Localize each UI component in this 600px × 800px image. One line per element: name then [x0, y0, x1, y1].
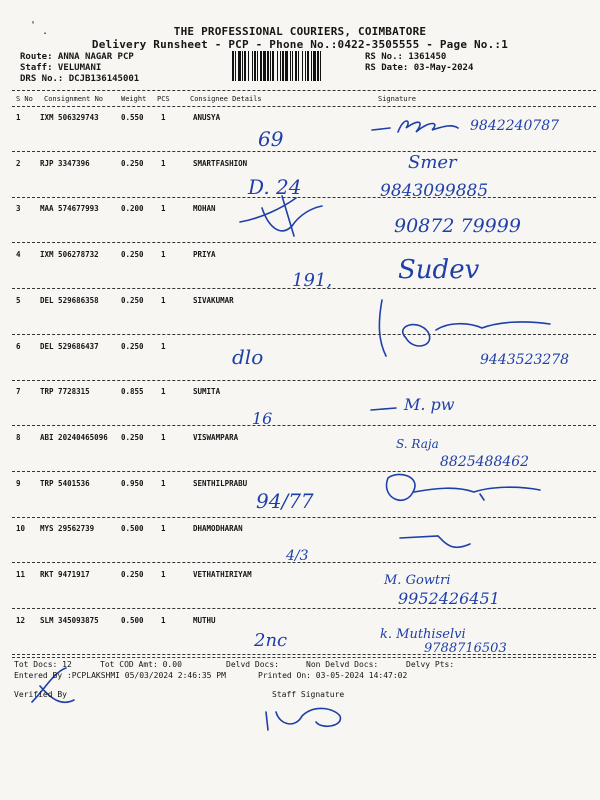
signature-stroke — [398, 121, 458, 132]
row-sno: 5 — [16, 296, 21, 305]
row-consignee: SENTHILPRABU — [193, 479, 248, 488]
row-consignee: ANUSYA — [193, 113, 221, 122]
hw-r8-phone: 8825488462 — [440, 454, 530, 470]
hw-r12-note: 2nc — [254, 630, 288, 651]
row-sno: 12 — [16, 616, 26, 625]
row-consignee: SUMITA — [193, 387, 221, 396]
divider — [12, 657, 596, 658]
row-consignee: VISWAMPARA — [193, 433, 239, 442]
hw-r12-name: k. Muthiselvi — [380, 627, 466, 642]
route-label: Route: ANNA NAGAR PCP — [20, 52, 134, 62]
signature-stroke — [379, 300, 386, 356]
row-consignment: TRP 5401536 — [40, 479, 90, 488]
paper-speck: ' — [30, 20, 37, 31]
staff-signature-label: Staff Signature — [272, 690, 345, 699]
hw-r7-note: 16 — [252, 409, 273, 428]
row-weight: 0.250 — [121, 570, 144, 579]
hw-r6-note: dlo — [232, 345, 264, 369]
row-sno: 2 — [16, 159, 21, 168]
hw-r1-phone: 9842240787 — [470, 118, 560, 134]
hw-r1-note: 69 — [258, 127, 284, 151]
signature-stroke — [403, 325, 430, 346]
row-sno: 6 — [16, 342, 21, 351]
col-consignment: Consignment No — [44, 95, 104, 103]
hw-r12-phone: 9788716503 — [424, 641, 507, 656]
row-consignee: MOHAN — [193, 204, 216, 213]
hw-r4-sig: Sudev — [398, 255, 480, 285]
row-weight: 0.250 — [121, 250, 144, 259]
company-title: THE PROFESSIONAL COURIERS, COIMBATORE — [173, 25, 427, 38]
staff-label: Staff: VELUMANI — [20, 63, 102, 73]
signature-stroke — [436, 322, 550, 330]
row-pcs: 1 — [161, 342, 166, 351]
total-cod: Tot COD Amt: 0.00 — [100, 660, 182, 669]
row-weight: 0.950 — [121, 479, 144, 488]
runsheet-subtitle: Delivery Runsheet - PCP - Phone No.:0422-3505555 - Page No.:1 — [91, 38, 509, 51]
row-sno: 4 — [16, 250, 21, 259]
row-sno: 11 — [16, 570, 26, 579]
row-consignment: SLM 345093875 — [40, 616, 99, 625]
row-sno: 1 — [16, 113, 21, 122]
delivery-points: Delvy Pts: — [406, 660, 455, 669]
row-pcs: 1 — [161, 433, 166, 442]
row-consignee: MUTHU — [193, 616, 216, 625]
row-pcs: 1 — [161, 113, 166, 122]
hw-r7-sig: M. pw — [404, 395, 455, 414]
row-weight: 0.550 — [121, 113, 144, 122]
signature-stroke — [386, 474, 540, 500]
row-weight: 0.250 — [121, 296, 144, 305]
row-pcs: 1 — [161, 250, 166, 259]
hw-r4-note: 191, — [292, 270, 333, 291]
row-consignee: DHAMODHARAN — [193, 524, 243, 533]
row-pcs: 1 — [161, 524, 166, 533]
row-pcs: 1 — [161, 204, 166, 213]
signature-stroke — [372, 128, 390, 130]
col-sno: S No — [16, 95, 33, 103]
total-docs: Tot Docs: 12 — [14, 660, 72, 669]
row-consignment: RKT 9471917 — [40, 570, 90, 579]
hw-r11-name: M. Gowtri — [384, 573, 451, 588]
row-consignment: MAA 574677993 — [40, 204, 99, 213]
hw-r5-phone: 9443523278 — [480, 352, 570, 368]
hw-r10-note: 4/3 — [286, 548, 309, 564]
row-weight: 0.500 — [121, 616, 144, 625]
row-weight: 0.250 — [121, 159, 144, 168]
hw-r2-name: Smer — [408, 152, 457, 173]
row-pcs: 1 — [161, 296, 166, 305]
row-consignment: TRP 7728315 — [40, 387, 90, 396]
entered-by: Entered By :PCPLAKSHMI 05/03/2024 2:46:35 PM — [14, 671, 226, 680]
row-pcs: 1 — [161, 570, 166, 579]
signature-stroke — [400, 536, 470, 547]
row-consignee: SIVAKUMAR — [193, 296, 234, 305]
signature-stroke — [480, 494, 484, 500]
row-pcs: 1 — [161, 387, 166, 396]
row-consignment: MYS 29562739 — [40, 524, 95, 533]
row-sno: 3 — [16, 204, 21, 213]
row-consignment: IXM 506278732 — [40, 250, 99, 259]
row-sno: 8 — [16, 433, 21, 442]
row-sno: 10 — [16, 524, 26, 533]
row-consignment: DEL 529686437 — [40, 342, 99, 351]
rs-number: RS No.: 1361450 — [365, 52, 447, 62]
signature-stroke — [240, 196, 322, 236]
row-consignee: VETHATHIRIYAM — [193, 570, 252, 579]
paper-speck: . — [42, 26, 49, 37]
row-consignment: ABI 20240465096 — [40, 433, 108, 442]
col-consignee: Consignee Details — [190, 95, 262, 103]
row-consignment: RJP 3347396 — [40, 159, 90, 168]
hw-r2-note: D. 24 — [248, 175, 302, 199]
row-consignment: DEL 529686358 — [40, 296, 99, 305]
row-weight: 0.500 — [121, 524, 144, 533]
printed-on: Printed On: 03-05-2024 14:47:02 — [258, 671, 408, 680]
non-delivered-docs: Non Delvd Docs: — [306, 660, 379, 669]
drs-number: DRS No.: DCJB136145001 — [20, 74, 140, 84]
row-weight: 0.200 — [121, 204, 144, 213]
row-consignment: IXM 506329743 — [40, 113, 99, 122]
row-consignee: SMARTFASHION — [193, 159, 248, 168]
hw-r9-note: 94/77 — [256, 489, 314, 513]
row-sno: 9 — [16, 479, 21, 488]
signature-stroke — [266, 708, 340, 730]
delivered-docs: Delvd Docs: — [226, 660, 279, 669]
hw-r11-phone: 9952426451 — [398, 589, 500, 608]
row-weight: 0.855 — [121, 387, 144, 396]
row-weight: 0.250 — [121, 342, 144, 351]
hw-r8-sig: S. Raja — [396, 437, 439, 451]
hw-r3-phone: 90872 79999 — [394, 215, 521, 237]
rs-date: RS Date: 03-May-2024 — [365, 63, 474, 73]
col-pcs: PCS — [157, 95, 170, 103]
hw-r2-phone: 9843099885 — [380, 181, 489, 201]
row-pcs: 1 — [161, 159, 166, 168]
row-pcs: 1 — [161, 616, 166, 625]
col-signature: Signature — [378, 95, 416, 103]
row-consignee: PRIYA — [193, 250, 216, 259]
row-pcs: 1 — [161, 479, 166, 488]
signature-stroke — [371, 408, 396, 410]
row-weight: 0.250 — [121, 433, 144, 442]
row-sno: 7 — [16, 387, 21, 396]
verified-by: Verified By — [14, 690, 67, 699]
col-weight: Weight — [121, 95, 147, 103]
